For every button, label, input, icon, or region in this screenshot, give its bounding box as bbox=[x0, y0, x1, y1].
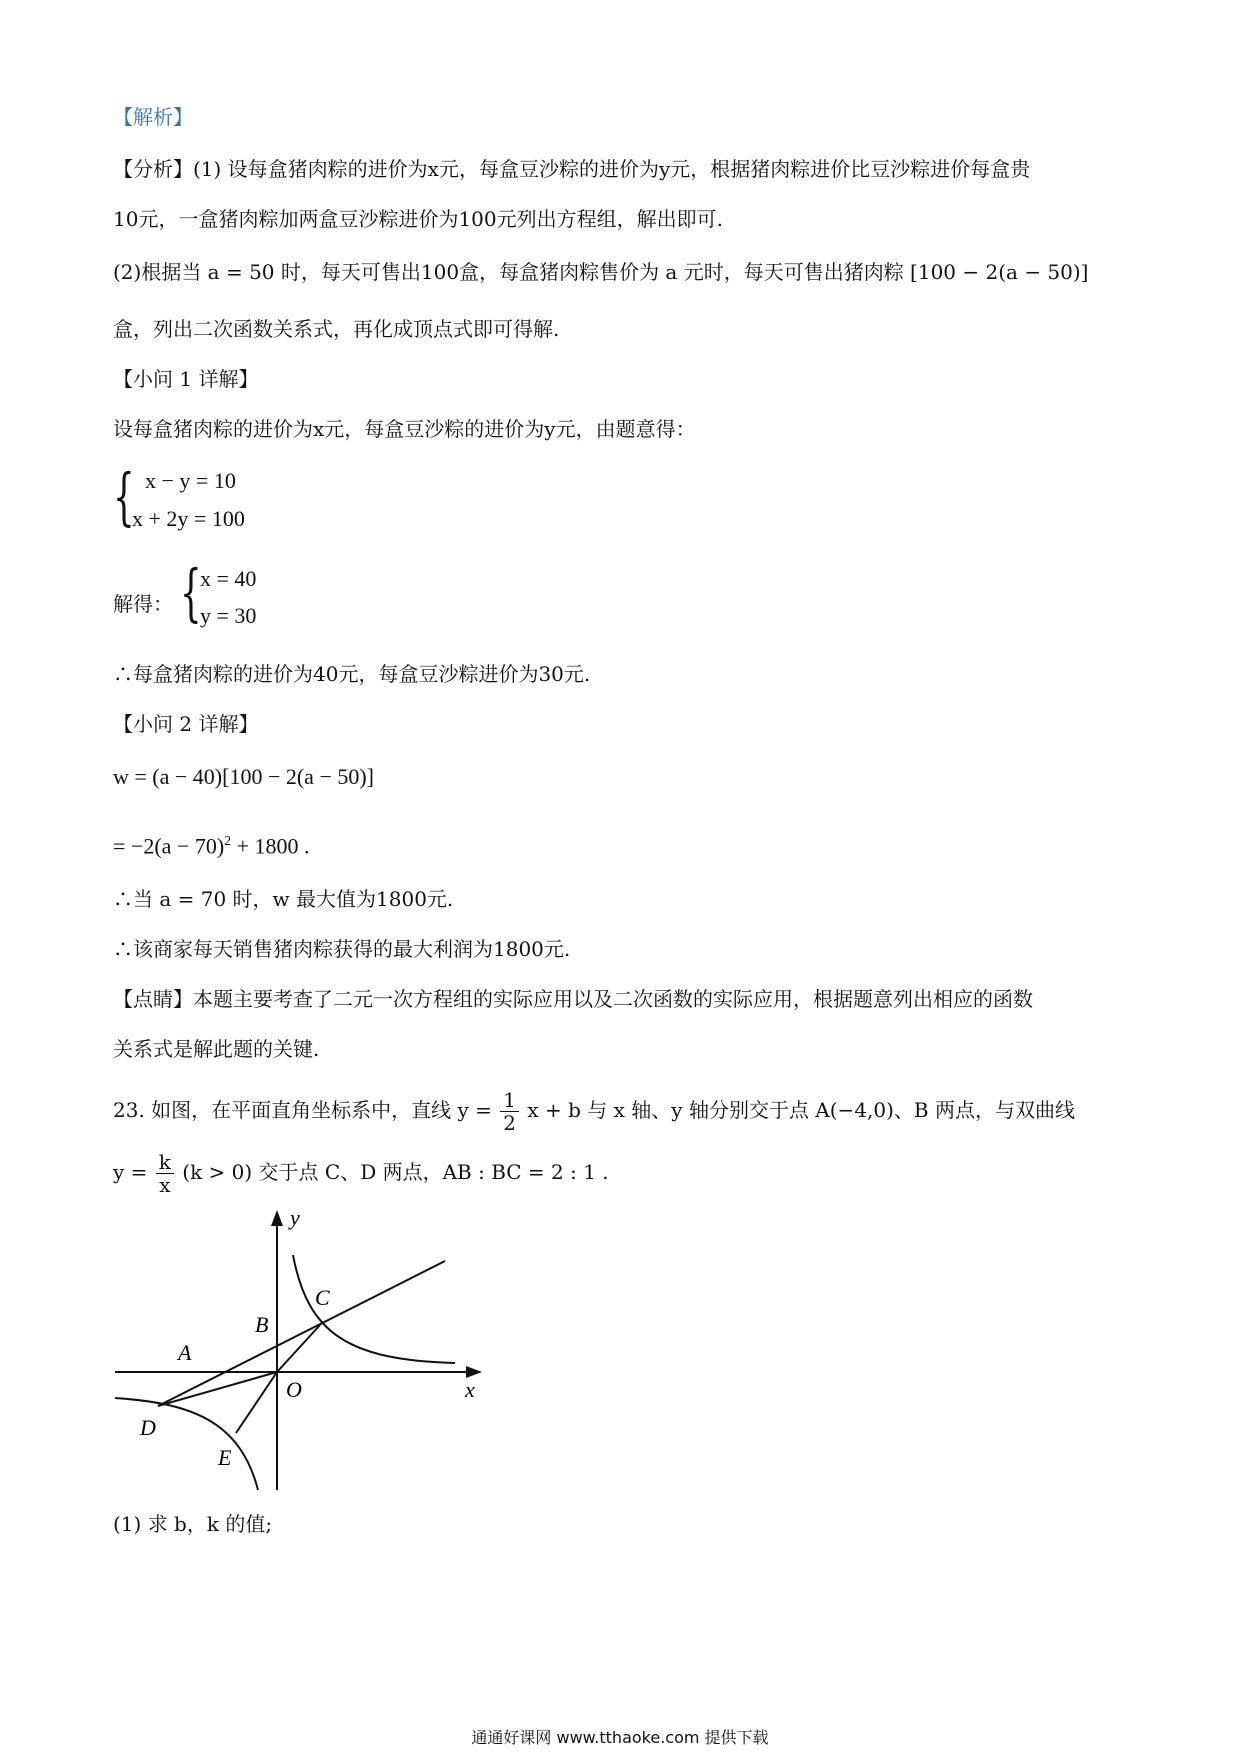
q2-equation-2-base: = −2(a − 70) bbox=[113, 833, 225, 859]
brace-symbol: { bbox=[113, 460, 135, 533]
q2-equation-2-exponent: 2 bbox=[224, 834, 232, 849]
q2-equation-2-tail: + 1800 . bbox=[231, 833, 310, 859]
segment-co bbox=[277, 1325, 320, 1372]
q1-solution-2: y = 30 bbox=[200, 603, 257, 628]
problem-23-subquestion-1: (1) 求 b，k 的值; bbox=[113, 1512, 273, 1536]
page-footer: 通通好课网 www.tthaoke.com 提供下载 bbox=[471, 1728, 769, 1747]
fraction-denominator: 2 bbox=[503, 1111, 517, 1135]
hyperbola-suffix: (k > 0) 交于点 C、D 两点，AB : BC = 2 : 1 . bbox=[182, 1160, 609, 1184]
analysis-line-1: 【分析】(1) 设每盒猪肉粽的进价为x元，每盒豆沙粽的进价为y元，根据猪肉粽进价比豆沙粽进价每盒贵 bbox=[113, 157, 1031, 181]
problem-23-suffix: x + b 与 x 轴、y 轴分别交于点 A(−4,0)、B 两点，与双曲线 bbox=[527, 1098, 1075, 1122]
q1-equation-1: x − y = 10 bbox=[145, 468, 236, 493]
problem-23-line-1 bbox=[113, 1088, 1075, 1134]
q1-equation-2: x + 2y = 100 bbox=[132, 506, 245, 531]
hyperbola-branch-3 bbox=[115, 1398, 258, 1490]
problem-23-prefix: 23. 如图，在平面直角坐标系中，直线 y = bbox=[113, 1098, 492, 1122]
label-d: D bbox=[140, 1415, 156, 1440]
q2-equation-1: w = (a − 40)[100 − 2(a − 50)] bbox=[113, 764, 375, 789]
analysis-line-2: 10元，一盒猪肉粽加两盒豆沙粽进价为100元列出方程组，解出即可. bbox=[113, 207, 723, 231]
q2-conclusion-2: ∴该商家每天销售猪肉粽获得的最大利润为1800元. bbox=[113, 937, 571, 961]
label-b: B bbox=[255, 1312, 269, 1337]
q1-title: 【小问 1 详解】 bbox=[113, 367, 259, 391]
analysis-heading: 【解析】 bbox=[113, 105, 193, 129]
label-e: E bbox=[218, 1445, 232, 1470]
label-o: O bbox=[286, 1377, 302, 1402]
segment-do bbox=[158, 1372, 277, 1406]
q2-conclusion-1: ∴当 a = 70 时，w 最大值为1800元. bbox=[113, 887, 454, 911]
q1-solve-label: 解得： bbox=[113, 592, 173, 616]
problem-23-line-2 bbox=[113, 1150, 609, 1196]
hyperbola-prefix: y = bbox=[113, 1160, 148, 1184]
q1-conclusion: ∴每盒猪肉粽的进价为40元，每盒豆沙粽进价为30元. bbox=[113, 662, 591, 686]
fraction-one-half bbox=[500, 1089, 519, 1134]
q1-intro: 设每盒猪肉粽的进价为x元，每盒豆沙粽的进价为y元，由题意得： bbox=[113, 417, 696, 441]
label-c: C bbox=[315, 1285, 330, 1310]
label-y: y bbox=[290, 1205, 300, 1230]
comment-line-2: 关系式是解此题的关键. bbox=[113, 1037, 320, 1061]
coordinate-figure bbox=[110, 1205, 490, 1495]
analysis-line-4: 盒，列出二次函数关系式，再化成顶点式即可得解. bbox=[113, 317, 560, 341]
fraction-numerator: 1 bbox=[500, 1089, 519, 1112]
label-x: x bbox=[465, 1377, 475, 1402]
analysis-line-3: (2)根据当 a = 50 时，每天可售出100盒，每盒猪肉粽售价为 a 元时，每天可售出猪肉粽 [100 − 2(a − 50)] bbox=[113, 260, 1089, 284]
label-a: A bbox=[178, 1340, 192, 1365]
fraction-denominator: x bbox=[159, 1173, 171, 1197]
fraction-k-over-x bbox=[156, 1151, 174, 1196]
q2-title: 【小问 2 详解】 bbox=[113, 712, 259, 736]
brace-symbol: { bbox=[180, 556, 202, 629]
comment-line-1: 【点睛】本题主要考查了二元一次方程组的实际应用以及二次函数的实际应用，根据题意列出相应的函数 bbox=[113, 987, 1033, 1011]
q1-solution-1: x = 40 bbox=[200, 566, 257, 591]
q2-equation-2 bbox=[113, 828, 310, 860]
y-axis-arrow bbox=[271, 1210, 283, 1226]
fraction-numerator: k bbox=[156, 1151, 174, 1174]
